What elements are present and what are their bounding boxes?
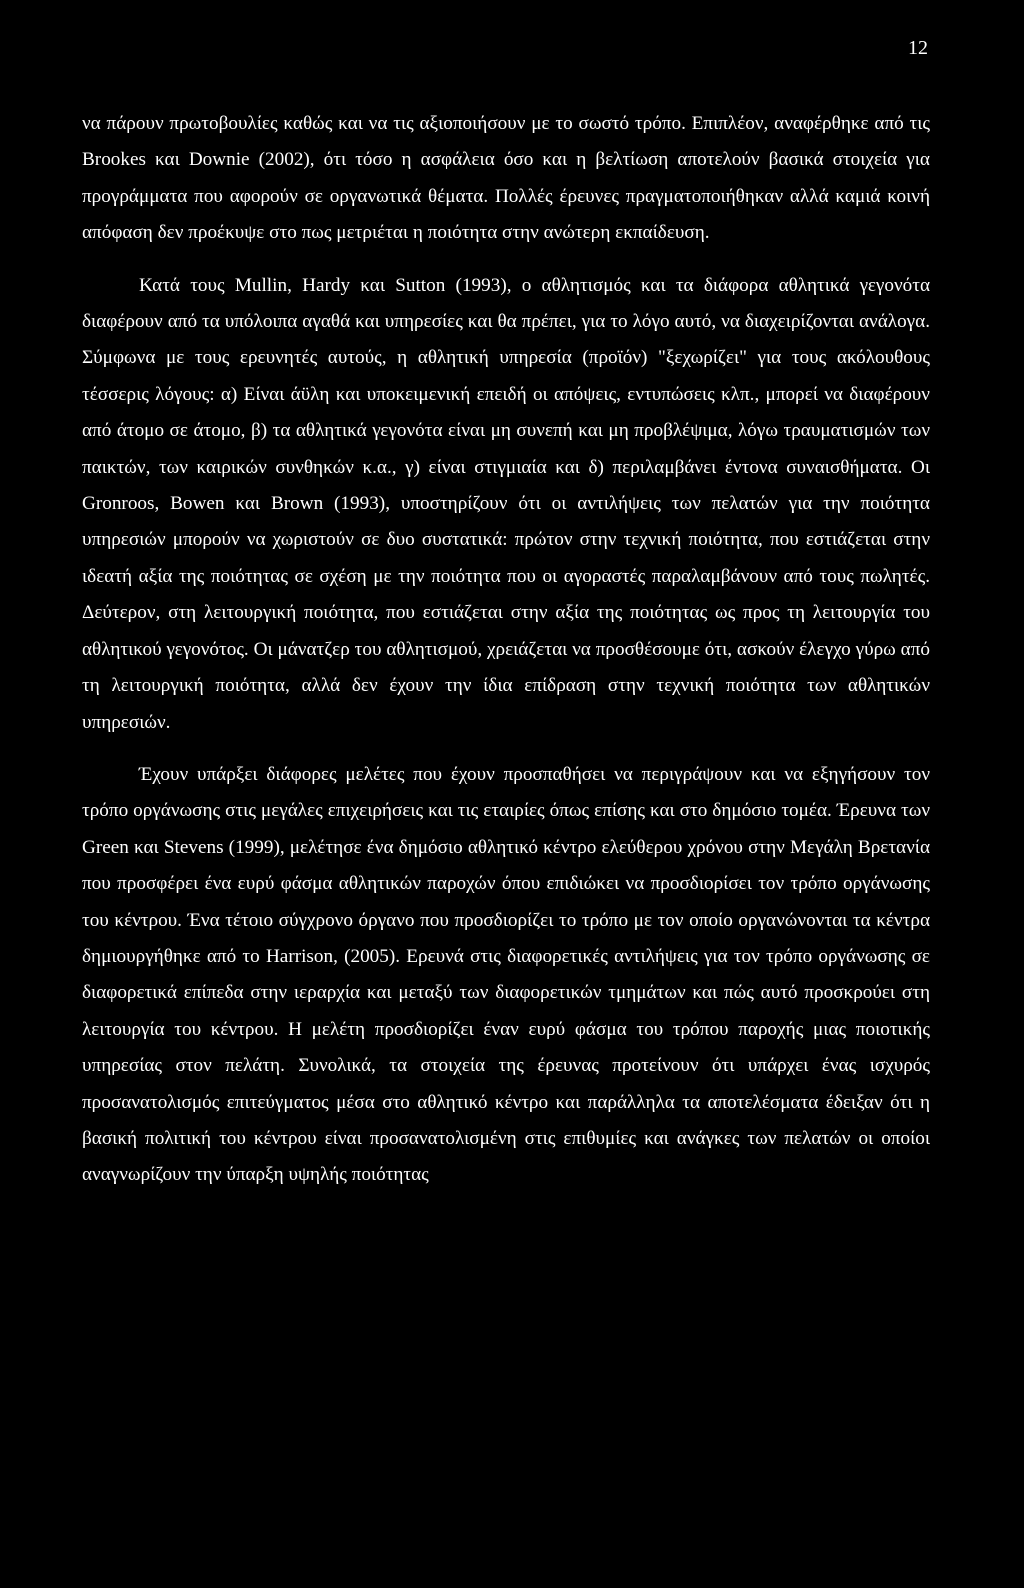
paragraph-3: Έχουν υπάρξει διάφορες μελέτες που έχουν προσπαθήσει να περιγράψουν και να εξηγήσουν τον τρόπο οργάνωσης στις μεγάλες επιχειρήσεις και τις εταιρίες όπως επίσης και στο δημόσιο τομέα. Έρευνα των Green και Stevens (1999), μελέτησε ένα δημόσιο αθλητικό κέντρο ελεύθερου χρόνου στην Μεγάλη Βρετανία που προσφέρει ένα ευρύ φάσμα αθλητικών παροχών όπου επιδιώκει να προσδιορίσει τον τρόπο οργάνωσης του κέντρου. Ένα τέτοιο σύγχρονο όργανο που προσδιορίζει το τρόπο με τον οποίο οργανώνονται τα κέντρα δημιουργήθηκε από το Harrison, (2005). Ερευνά στις διαφορετικές αντιλήψεις για τον τρόπο οργάνωσης σε διαφορετικά επίπεδα στην ιεραρχία και μεταξύ των διαφορετικών τμημάτων και πώς αυτό προσκρούει στη λειτουργία του κέντρου. Η μελέτη προσδιορίζει έναν ευρύ φάσμα του τρόπου παροχής μιας ποιοτικής υπηρεσίας στον πελάτη. Συνολικά, τα στοιχεία της έρευνας προτείνουν ότι υπάρχει ένας ισχυρός προσανατολισμός επιτεύγματος μέσα στο αθλητικό κέντρο και παράλληλα τα αποτελέσματα έδειξαν ότι η βασική πολιτική του κέντρου είναι προσανατολισμένη στις επιθυμίες και ανάγκες των πελατών οι οποίοι αναγνωρίζουν την ύπαρξη υψηλής ποιότητας <box>82 763 930 1186</box>
page-number: 12 <box>908 37 928 59</box>
paragraph-1: να πάρουν πρωτοβουλίες καθώς και να τις αξιοποιήσουν με το σωστό τρόπο. Επιπλέον, αναφέρθηκε από τις Brookes και Downie (2002), ότι τόσο η ασφάλεια όσο και η βελτίωση αποτελούν βασικά στοιχεία για προγράμματα που αφορούν σε οργανωτικά θέματα. Πολλές έρευνες πραγματοποιήθηκαν αλλά καμιά κοινή απόφαση δεν προέκυψε στο πως μετριέται η ποιότητα στην ανώτερη εκπαίδευση. <box>82 113 930 244</box>
paragraph-2: Κατά τους Mullin, Hardy και Sutton (1993), ο αθλητισμός και τα διάφορα αθλητικά γεγονότα διαφέρουν από τα υπόλοιπα αγαθά και υπηρεσίες και θα πρέπει, για το λόγο αυτό, να διαχειρίζονται ανάλογα. Σύμφωνα με τους ερευνητές αυτούς, η αθλητική υπηρεσία (προϊόν) "ξεχωρίζει" για τους ακόλουθους τέσσερις λόγους: α) Είναι άϋλη και υποκειμενική επειδή οι απόψεις, εντυπώσεις κλπ., μπορεί να διαφέρουν από άτομο σε άτομο, β) τα αθλητικά γεγονότα είναι μη συνεπή και μη προβλέψιμα, λόγω τραυματισμών των παικτών, των καιρικών συνθηκών κ.α., γ) είναι στιγμιαία και δ) περιλαμβάνει έντονα συναισθήματα. Οι Gronroos, Bowen και Brown (1993), υποστηρίζουν ότι οι αντιλήψεις των πελατών για την ποιότητα υπηρεσιών μπορούν να χωριστούν σε δυο συστατικά: πρώτον στην τεχνική ποιότητα, που εστιάζεται στην ιδεατή αξία της ποιότητας σε σχέση με την ποιότητα που οι αγοραστές παραλαμβάνουν από τους πωλητές. Δεύτερον, στη λειτουργική ποιότητα, που εστιάζεται στην αξία της ποιότητας ως προς τη λειτουργία του αθλητικού γεγονότος. Οι μάνατζερ του αθλητισμού, χρειάζεται να προσθέσουμε ότι, ασκούν έλεγχο γύρω από τη λειτουργική ποιότητα, αλλά δεν έχουν την ίδια επίδραση στην τεχνική ποιότητα των αθλητικών υπηρεσιών. <box>82 274 930 733</box>
document-body <box>82 106 930 1210</box>
